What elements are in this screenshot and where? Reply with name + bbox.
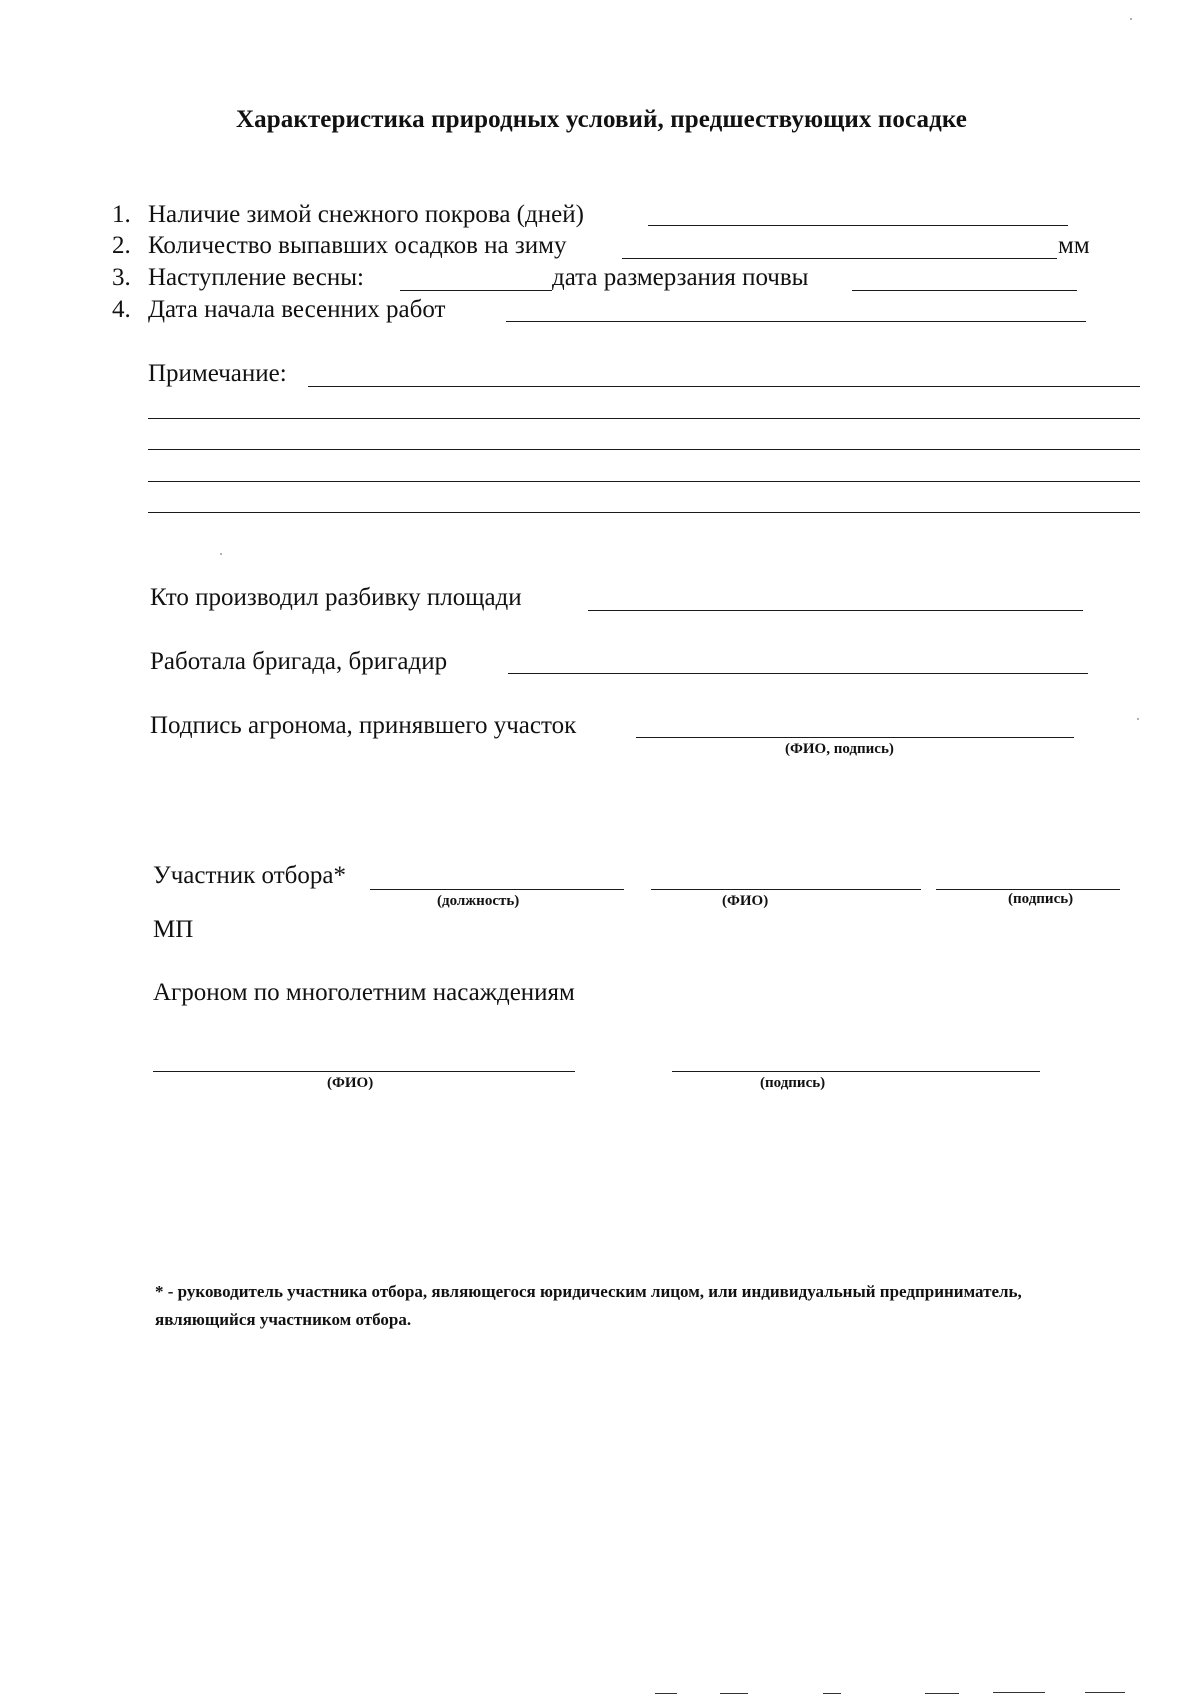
agronomist-perennial-signature-hint: (подпись): [760, 1075, 826, 1091]
scan-edge-mark: [925, 1693, 959, 1694]
agronomist-perennial-label: Агроном по многолетним насаждениям: [153, 979, 575, 1006]
soil-thaw-date-field[interactable]: [852, 290, 1077, 291]
note-line-5[interactable]: [148, 512, 1140, 513]
brigade-label: Работала бригада, бригадир: [150, 648, 448, 675]
participant-label: Участник отбора*: [153, 862, 346, 889]
scan-speck: [1130, 18, 1132, 20]
participant-position-field[interactable]: [370, 889, 624, 890]
participant-name-field[interactable]: [651, 889, 921, 890]
note-line-1[interactable]: [308, 386, 1140, 387]
note-label: Примечание:: [148, 360, 287, 387]
document-title: Характеристика природных условий, предшествующих посадке: [236, 106, 967, 133]
item-4-label: Дата начала весенних работ: [148, 296, 446, 323]
layout-person-field[interactable]: [588, 610, 1083, 611]
item-4-number: 4.: [112, 296, 131, 323]
agronomist-accept-hint: (ФИО, подпись): [785, 741, 894, 757]
participant-signature-hint: (подпись): [1008, 891, 1074, 907]
scan-speck: [1137, 718, 1139, 720]
note-line-4[interactable]: [148, 481, 1140, 482]
item-3-number: 3.: [112, 264, 131, 291]
item-2-label: Количество выпавших осадков на зиму: [148, 232, 567, 259]
agronomist-accept-signature-field[interactable]: [636, 737, 1074, 738]
scan-edge-mark: [1085, 1692, 1125, 1693]
scan-edge-mark: [993, 1692, 1045, 1693]
stamp-mark: МП: [153, 916, 194, 943]
scan-speck: [220, 553, 222, 555]
brigade-leader-field[interactable]: [508, 673, 1088, 674]
item-2-number: 2.: [112, 232, 131, 259]
precipitation-unit: мм: [1058, 232, 1090, 259]
participant-signature-field[interactable]: [936, 889, 1120, 890]
note-line-2[interactable]: [148, 418, 1140, 419]
item-3-label: Наступление весны:: [148, 264, 364, 291]
note-line-3[interactable]: [148, 449, 1140, 450]
footnote: * - руководитель участника отбора, являющегося юридическим лицом, или индивидуальный предприниматель, являющийся участником отбора.: [155, 1282, 1022, 1329]
item-1-number: 1.: [112, 201, 131, 228]
precipitation-field[interactable]: [622, 258, 1057, 259]
agronomist-perennial-name-field[interactable]: [153, 1071, 575, 1072]
agronomist-perennial-name-hint: (ФИО): [327, 1075, 374, 1091]
snow-cover-days-field[interactable]: [648, 225, 1068, 226]
participant-position-hint: (должность): [437, 893, 520, 909]
participant-name-hint: (ФИО): [722, 893, 769, 909]
spring-onset-field[interactable]: [400, 290, 552, 291]
agronomist-accept-label: Подпись агронома, принявшего участок: [150, 712, 577, 739]
agronomist-perennial-signature-field[interactable]: [672, 1071, 1040, 1072]
scan-edge-mark: [720, 1693, 748, 1694]
item-3-label-thaw: дата размерзания почвы: [552, 264, 809, 291]
spring-works-date-field[interactable]: [506, 321, 1086, 322]
layout-person-label: Кто производил разбивку площади: [150, 584, 522, 611]
scan-edge-mark: [823, 1693, 841, 1694]
scan-edge-mark: [655, 1693, 677, 1694]
item-1-label: Наличие зимой снежного покрова (дней): [148, 201, 584, 228]
